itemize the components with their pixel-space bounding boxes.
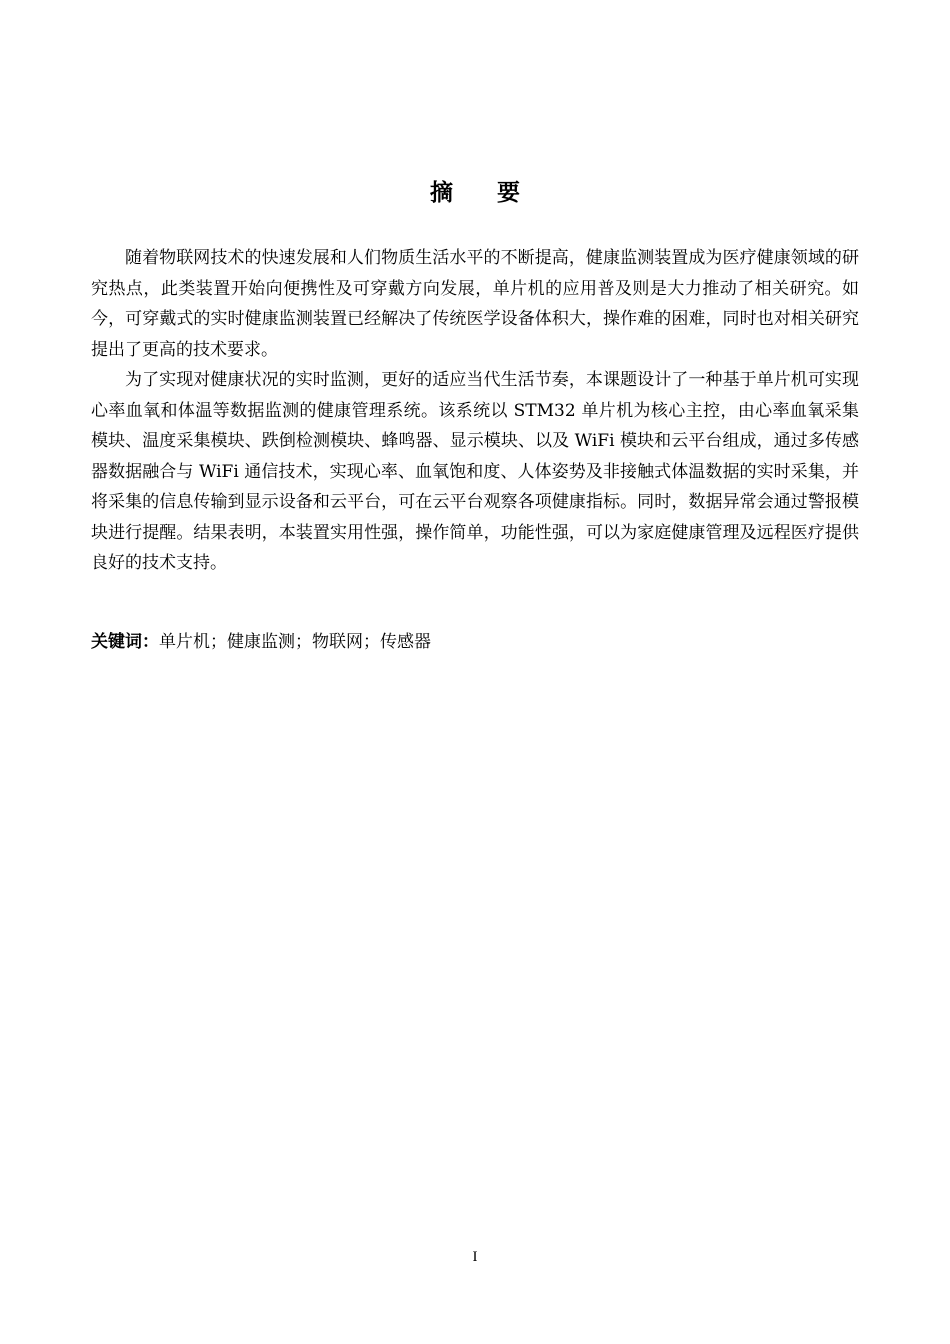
keywords-value: 单片机；健康监测；物联网；传感器 [159, 632, 431, 652]
abstract-paragraph-2: 为了实现对健康状况的实时监测，更好的适应当代生活节奏，本课题设计了一种基于单片机可实现心率血氧和体温等数据监测的健康管理系统。该系统以 STM32 单片机为核心主控，由心率血氧采集模块、温度采集模块、跌倒检测模块、蜂鸣器、显示模块、以及 WiFi 模块和云平台组成，通过多传感器数据融合与 WiFi 通信技术，实现心率、血氧饱和度、人体姿势及非接触式体温数据的实时采集，并将采集的信息传输到显示设备和云平台，可在云平台观察各项健康指标。同时，数据异常会通过警报模块进行提醒。结果表明，本装置实用性强，操作简单，功能性强，可以为家庭健康管理及远程医疗提供良好的技术支持。 [91, 370, 859, 573]
abstract-paragraph-1: 随着物联网技术的快速发展和人们物质生活水平的不断提高，健康监测装置成为医疗健康领域的研究热点，此类装置开始向便携性及可穿戴方向发展，单片机的应用普及则是大力推动了相关研究。如今，可穿戴式的实时健康监测装置已经解决了传统医学设备体积大，操作难的困难，同时也对相关研究提出了更高的技术要求。 [91, 248, 859, 360]
keywords-label: 关键词： [91, 632, 159, 652]
page-number: I [472, 1249, 478, 1265]
abstract-body [91, 243, 859, 579]
page-title: 摘要 [430, 180, 564, 206]
keywords-line [91, 627, 859, 657]
